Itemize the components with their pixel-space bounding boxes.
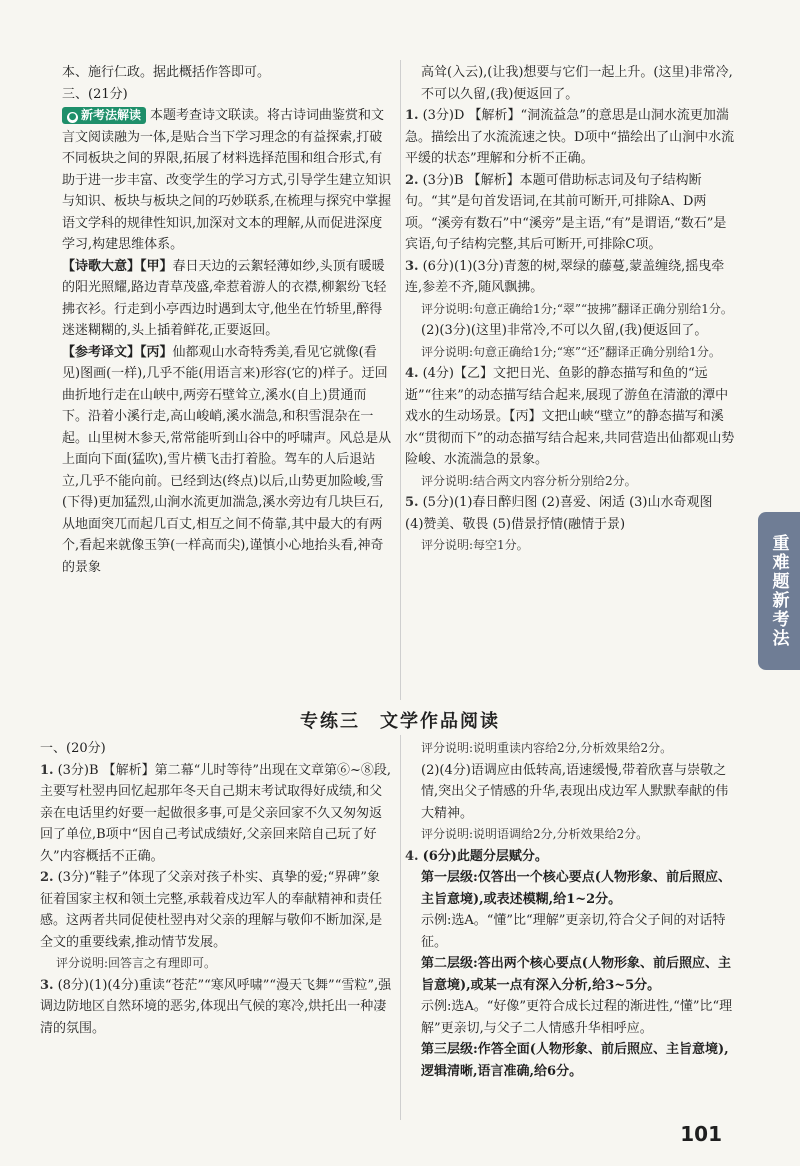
- new-method-text: 本题考查诗文联读。将古诗词曲鉴赏和文言文阅读融为一体,是贴合当下学习理念的有益探索,打破不同板块之间的界限,拓展了材料选择范围和组合形式,有助于进一步丰富、改变学生的学习方式,引导学生建立知识与知识、板块与板块之间的巧妙联系,在梳理与探究中掌握语文学科的规律性知识,加深对文本的理解,从而促进深度学习,构建思维体系。: [62, 108, 392, 252]
- new-method-block: [62, 105, 392, 256]
- score-level: 第一层级:仅答出一个核心要点(人物形象、前后照应、主旨意境),或表述模糊,给1~2分。: [421, 870, 731, 907]
- poem-meaning-text: 春日天边的云絮轻薄如纱,头顶有暖暖的阳光照耀,路边青草茂盛,牵惹着游人的衣襟,柳絮纷飞轻拂衣衫。行走到小亭西边时遇到太守,他坐在竹轿里,醉得迷迷糊糊的,头上插着鲜花,正要返回。: [62, 258, 387, 338]
- answer-item: 3. (6分)(1)(3分)青葱的树,翠绿的藤蔓,蒙盖缠绕,摇曳牵连,参差不齐,随风飘拂。: [405, 258, 725, 295]
- answer-item: 2. (3分)B 【解析】本题可借助标志词及句子结构断句。“其”是句首发语词,在其前可断开,可排除A、D两项。“溪旁有数石”中“溪旁”是主语,“有”是谓语,“数石”是宾语,句子结构完整,其后可断开,可排除C项。: [405, 172, 727, 252]
- location-pin-icon: ●: [68, 112, 77, 122]
- new-method-tag: ● 新考法解读: [62, 107, 146, 124]
- scoring-note: 评分说明:每空1分。: [421, 538, 529, 552]
- page-number: 101: [680, 1122, 722, 1146]
- scoring-note: 评分说明:结合两文内容分析分别给2分。: [421, 473, 637, 488]
- answer-item: 1. (3分)D 【解析】“洞流益急”的意思是山洞水流更加湍急。描绘出了水流流速之快。D项中“描绘出了山涧中水流平缓的状态”理解和分析不正确。: [405, 108, 735, 166]
- score-level: 第二层级:答出两个核心要点(人物形象、前后照应、主旨意境),或某一点有深入分析,给3~5分。: [421, 956, 731, 993]
- poem-meaning-block: [62, 256, 392, 342]
- scoring-note: 评分说明:回答言之有理即可。: [56, 956, 217, 970]
- answer-item: 3. (8分)(1)(4分)重读“苍茫”“寒风呼啸”“漫天飞舞”“雪粒”,强调边防地区自然环境的恶劣,体现出气候的寒冷,烘托出一种凄清的氛围。: [40, 977, 392, 1036]
- reference-translation-block: [62, 342, 392, 579]
- score-level: 第三层级:作答全面(人物形象、前后照应、主旨意境),逻辑清晰,语言准确,给6分。: [421, 1042, 729, 1079]
- right-column-top: [405, 62, 735, 557]
- reference-translation-text: 仙都观山水奇特秀美,看见它就像(看见)图画(一样),几乎不能(用语言来)形容(它的)样子。迂回曲折地行走在山峡中,两旁石壁耸立,溪水(自上)贯通而下。沿着小溪行走,高山峻峭,溪水湍急,和积雪混杂在一起。山里树木参天,常常能听到山谷中的呼啸声。风总是从上面向下面(猛吹),雪片横飞击打着脸。驾车的人后退站立,几乎不能向前。已经到达(终点)以后,山势更加险峻,雪(下得)更加猛烈,山涧水流更加湍急,溪水旁边有几块巨石,从地面突兀而起几百丈,相互之间不倚靠,其中最大的有两个,看起来就像玉笋(一样高而尖),谨慎小心地抬头看,神奇的景象: [62, 344, 392, 575]
- score-example: 示例:选A。“懂”比“理解”更亲切,符合父子间的对话特征。: [421, 913, 726, 950]
- translation-continued: 高耸(入云),(让我)想要与它们一起上升。(这里)非常冷,不可以久留,(我)便返回了。: [421, 65, 733, 102]
- scoring-note: 评分说明:说明语调给2分,分析效果给2分。: [421, 827, 649, 841]
- scoring-note: 评分说明:句意正确给1分;“寒”“还”翻译正确分别给1分。: [421, 344, 721, 359]
- answer-subitem: (2)(3分)(这里)非常冷,不可以久留,(我)便返回了。: [421, 323, 708, 338]
- section-title: 专练三 文学作品阅读: [300, 711, 500, 732]
- answer-line: 本、施行仁政。据此概括作答即可。: [62, 65, 271, 80]
- answer-item: 4. (4分)【乙】文把日光、鱼影的静态描写和鱼的“远逝”“往来”的动态描写结合起来,展现了游鱼在清澈的潭中戏水的生动场景。【丙】文把山峡“壁立”的静态描写和溪水“贯彻而下”的动态描写结合起来,共同营造出仙都观山势险峻、水流湍急的景象。: [405, 366, 735, 467]
- answer-item: 5. (5分)(1)春日醉归图 (2)喜爱、闲适 (3)山水奇观图 (4)赞美、敬畏 (5)借景抒情(融情于景): [405, 495, 717, 532]
- scoring-note: 评分说明:句意正确给1分;“翠”“披拂”翻译正确分别给1分。: [421, 301, 733, 316]
- answer-item: 4. (6分)此题分层赋分。: [405, 848, 548, 864]
- poem-meaning-tag: 【诗歌大意】【甲】: [62, 258, 173, 274]
- column-divider: [400, 735, 401, 1120]
- answer-item: 1. (3分)B 【解析】第二幕“儿时等待”出现在文章第⑥~⑧段,主要写杜翌冉回忆起那年冬天自己期末考试取得好成绩,和父亲在电话里约好要一起做很多事,可是父亲回家不久又匆匆返回了单位,B项中“因自己考试成绩好,父亲回来陪自己玩了好久”内容概括不正确。: [40, 762, 391, 864]
- score-example: 示例:选A。“好像”更符合成长过程的渐进性,“懂”比“理解”更亲切,与父子二人情感升华相呼应。: [421, 999, 733, 1036]
- left-column-top: [62, 62, 392, 578]
- column-divider: [400, 60, 401, 700]
- section-head: 一、(20分): [40, 741, 106, 756]
- right-column-bottom: [405, 738, 735, 1082]
- left-column-bottom: [40, 738, 392, 1039]
- reference-translation-tag: 【参考译文】【丙】: [62, 344, 173, 360]
- section-head: 三、(21分): [62, 86, 128, 102]
- scoring-note: 评分说明:说明重读内容给2分,分析效果给2分。: [421, 741, 673, 755]
- answer-item: 2. (3分)“鞋子”体现了父亲对孩子朴实、真挚的爱;“界碑”象征着国家主权和领土完整,承载着戍边军人的奉献精神和责任感。这两者共同促使杜翌冉对父亲的理解与敬仰不断加深,是全文的重要线索,推动情节发展。: [40, 870, 383, 950]
- side-tab: 重难题新考法: [758, 512, 800, 670]
- answer-subitem: (2)(4分)语调应由低转高,语速缓慢,带着欣喜与崇敬之情,突出父子情感的升华,表现出戍边军人默默奉献的伟大精神。: [421, 762, 729, 821]
